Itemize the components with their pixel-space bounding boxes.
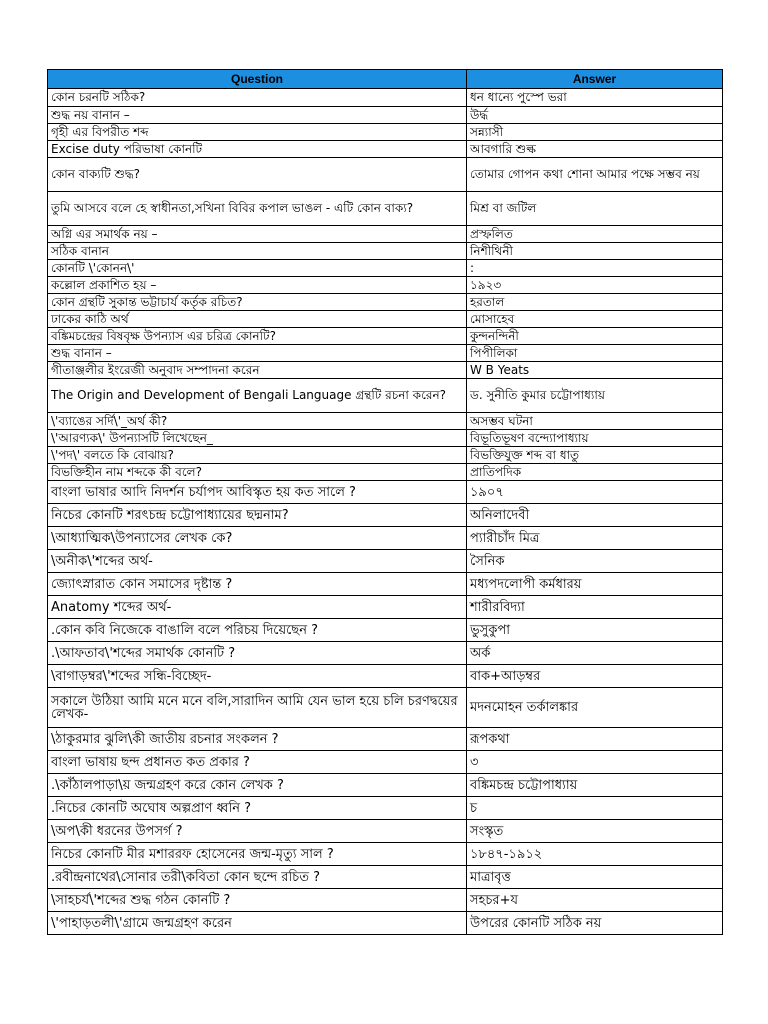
answer-cell: ধন ধান্যে পুস্পে ভরা: [467, 89, 723, 107]
question-cell: \'ব্যাঙের সর্দি\'_অর্থ কী?: [48, 413, 467, 430]
answer-cell: অসম্ভব ঘটনা: [467, 413, 723, 430]
answer-cell: ১৯২৩: [467, 277, 723, 294]
question-cell: \'আরণ্যক\' উপন্যাসটি লিখেছেন_: [48, 430, 467, 447]
answer-cell: নিশীথিনী: [467, 243, 723, 260]
question-cell: \বাগাড়ম্বর\'শব্দের সন্ধি-বিচ্ছেদ-: [48, 665, 467, 688]
answer-cell: ড. সুনীতি কুমার চট্টোপাধ্যায়: [467, 379, 723, 413]
table-row: [48, 550, 723, 573]
table-row: [48, 889, 723, 912]
question-cell: .রবীন্দ্রনাথের\সোনার তরী\কবিতা কোন ছন্দে রচিত ?: [48, 866, 467, 889]
answer-cell: তোমার গোপন কথা শোনা আমার পক্ষে সম্ভব নয়: [467, 158, 723, 192]
table-row: [48, 820, 723, 843]
question-cell: ঢাকের কাঠি অর্থ: [48, 311, 467, 328]
question-cell: কোন চরনটি সঠিক?: [48, 89, 467, 107]
answer-cell: বিভক্তিযুক্ত শব্দ বা ধাতু: [467, 447, 723, 464]
question-cell: তুমি আসবে বলে হে স্বাধীনতা,সখিনা বিবির কপাল ভাঙল - এটি কোন বাক্য?: [48, 192, 467, 226]
question-cell: নিচের কোনটি মীর মশাররফ হোসেনের জন্ম-মৃত্যু সাল ?: [48, 843, 467, 866]
answer-cell: ৩: [467, 751, 723, 774]
question-cell: \অপ\কী ধরনের উপসর্গ ?: [48, 820, 467, 843]
question-cell: \ঠাকুরমার ঝুলি\কী জাতীয় রচনার সংকলন ?: [48, 728, 467, 751]
question-cell: \অনীক\'শব্দের অর্থ-: [48, 550, 467, 573]
question-column-header: Question: [48, 70, 467, 89]
question-cell: বঙ্কিমচন্দ্রের বিষবৃক্ষ উপন্যাস এর চরিত্র কোনটি?: [48, 328, 467, 345]
answer-cell: মাত্রাবৃত্ত: [467, 866, 723, 889]
table-row: [48, 866, 723, 889]
question-cell: কল্লোল প্রকাশিত হয় –: [48, 277, 467, 294]
table-row: [48, 728, 723, 751]
table-row: [48, 379, 723, 413]
answer-cell: বঙ্কিমচন্দ্র চট্টোপাধ্যায়: [467, 774, 723, 797]
question-cell: .কোন কবি নিজেকে বাঙালি বলে পরিচয় দিয়েছেন ?: [48, 619, 467, 642]
answer-cell: :: [467, 260, 723, 277]
table-row: [48, 345, 723, 362]
answer-cell: প্যারীচাঁদ মিত্র: [467, 527, 723, 550]
question-cell: \'পাহাড়তলী\'গ্রামে জন্মগ্রহণ করেন: [48, 912, 467, 935]
question-cell: কোন গ্রন্থটি সুকান্ত ভট্টাচার্য কর্তৃক রচিত?: [48, 294, 467, 311]
table-row: [48, 260, 723, 277]
table-row: [48, 774, 723, 797]
answer-cell: সহচর+য: [467, 889, 723, 912]
question-cell: কোন বাক্যটি শুদ্ধ?: [48, 158, 467, 192]
table-row: [48, 751, 723, 774]
question-cell: Excise duty পরিভাষা কোনটি: [48, 141, 467, 158]
table-row: [48, 277, 723, 294]
answer-cell: মিশ্র বা জটিল: [467, 192, 723, 226]
question-cell: সঠিক বানান: [48, 243, 467, 260]
table-row: [48, 447, 723, 464]
question-cell: নিচের কোনটি শরৎচন্দ্র চট্টোপাধ্যায়ের ছদ্মনাম?: [48, 504, 467, 527]
table-row: [48, 596, 723, 619]
answer-cell: সন্ন্যাসী: [467, 124, 723, 141]
answer-cell: রূপকথা: [467, 728, 723, 751]
table-row: [48, 124, 723, 141]
answer-cell: ভুসুকুপা: [467, 619, 723, 642]
question-cell: শুদ্ধ নয় বানান –: [48, 107, 467, 124]
question-cell: সকালে উঠিয়া আমি মনে মনে বলি,সারাদিন আমি যেন ভাল হয়ে চলি চরণদ্বয়ের লেখক-: [48, 688, 467, 728]
table-row: [48, 464, 723, 481]
table-row: [48, 527, 723, 550]
question-cell: .\কাঁঠালপাড়া\য় জন্মগ্রহণ করে কোন লেখক ?: [48, 774, 467, 797]
answer-column-header: Answer: [467, 70, 723, 89]
table-row: [48, 328, 723, 345]
answer-cell: কুন্দনন্দিনী: [467, 328, 723, 345]
question-cell: \'পদ\' বলতে কি বোঝায়?: [48, 447, 467, 464]
answer-cell: প্রস্ফলিত: [467, 226, 723, 243]
answer-cell: বিভূতিভূষণ বন্দ্যোপাধ্যায়: [467, 430, 723, 447]
table-body: [48, 89, 723, 935]
table-row: [48, 89, 723, 107]
answer-cell: আবগারি শুল্ক: [467, 141, 723, 158]
table-row: [48, 141, 723, 158]
table-row: [48, 688, 723, 728]
answer-cell: ১৯০৭: [467, 481, 723, 504]
answer-cell: উর্দ্ধ: [467, 107, 723, 124]
answer-cell: W B Yeats: [467, 362, 723, 379]
question-cell: গীতাঞ্জলীর ইংরেজী অনুবাদ সম্পাদনা করেন: [48, 362, 467, 379]
answer-cell: হরতাল: [467, 294, 723, 311]
table-row: [48, 192, 723, 226]
answer-cell: বাক+আড়ম্বর: [467, 665, 723, 688]
question-cell: Anatomy শব্দের অর্থ-: [48, 596, 467, 619]
table-row: [48, 504, 723, 527]
question-cell: বিভক্তিহীন নাম শব্দকে কী বলে?: [48, 464, 467, 481]
question-cell: \আধ্যাত্মিক\উপন্যাসের লেখক কে?: [48, 527, 467, 550]
answer-cell: সৈনিক: [467, 550, 723, 573]
answer-cell: ১৮৪৭-১৯১২: [467, 843, 723, 866]
answer-cell: অনিলাদেবী: [467, 504, 723, 527]
answer-cell: পিপীলিকা: [467, 345, 723, 362]
table-row: [48, 843, 723, 866]
table-row: [48, 226, 723, 243]
answer-cell: সংস্কৃত: [467, 820, 723, 843]
table-row: [48, 107, 723, 124]
question-cell: .\আফতাব\'শব্দের সমার্থক কোনটি ?: [48, 642, 467, 665]
answer-cell: শারীরবিদ্যা: [467, 596, 723, 619]
question-cell: শুদ্ধ বানান –: [48, 345, 467, 362]
table-row: [48, 797, 723, 820]
answer-cell: মদনমোহন তর্কালঙ্কার: [467, 688, 723, 728]
answer-cell: উপরের কোনটি সঠিক নয়: [467, 912, 723, 935]
answer-cell: অর্ক: [467, 642, 723, 665]
answer-cell: চ: [467, 797, 723, 820]
table-row: [48, 573, 723, 596]
question-cell: বাংলা ভাষায় ছন্দ প্রধানত কত প্রকার ?: [48, 751, 467, 774]
answer-cell: প্রাতিপদিক: [467, 464, 723, 481]
answer-cell: মোসাহেব: [467, 311, 723, 328]
table-row: [48, 362, 723, 379]
table-row: [48, 642, 723, 665]
question-cell: জ্যোৎস্নারাত কোন সমাসের দৃষ্টান্ত ?: [48, 573, 467, 596]
table-row: [48, 619, 723, 642]
question-cell: কোনটি \'কোনন\': [48, 260, 467, 277]
table-row: [48, 243, 723, 260]
answer-cell: মধ্যপদলোপী কর্মধারয়: [467, 573, 723, 596]
question-cell: The Origin and Development of Bengali Language গ্রন্থটি রচনা করেন?: [48, 379, 467, 413]
table-row: [48, 912, 723, 935]
question-cell: বাংলা ভাষার আদি নিদর্শন চর্যাপদ আবিস্কৃত হয় কত সালে ?: [48, 481, 467, 504]
question-cell: অগ্নি এর সমার্থক নয় –: [48, 226, 467, 243]
question-cell: গৃহী এর বিপরীত শব্দ: [48, 124, 467, 141]
table-row: [48, 481, 723, 504]
table-row: [48, 665, 723, 688]
question-cell: .নিচের কোনটি অঘোষ অল্পপ্রাণ ধ্বনি ?: [48, 797, 467, 820]
table-header-row: [48, 70, 723, 89]
question-answer-table: [47, 69, 723, 935]
table-row: [48, 158, 723, 192]
table-row: [48, 311, 723, 328]
question-cell: \সাহচর্য\'শব্দের শুদ্ধ গঠন কোনটি ?: [48, 889, 467, 912]
table-row: [48, 413, 723, 430]
table-row: [48, 430, 723, 447]
table-row: [48, 294, 723, 311]
